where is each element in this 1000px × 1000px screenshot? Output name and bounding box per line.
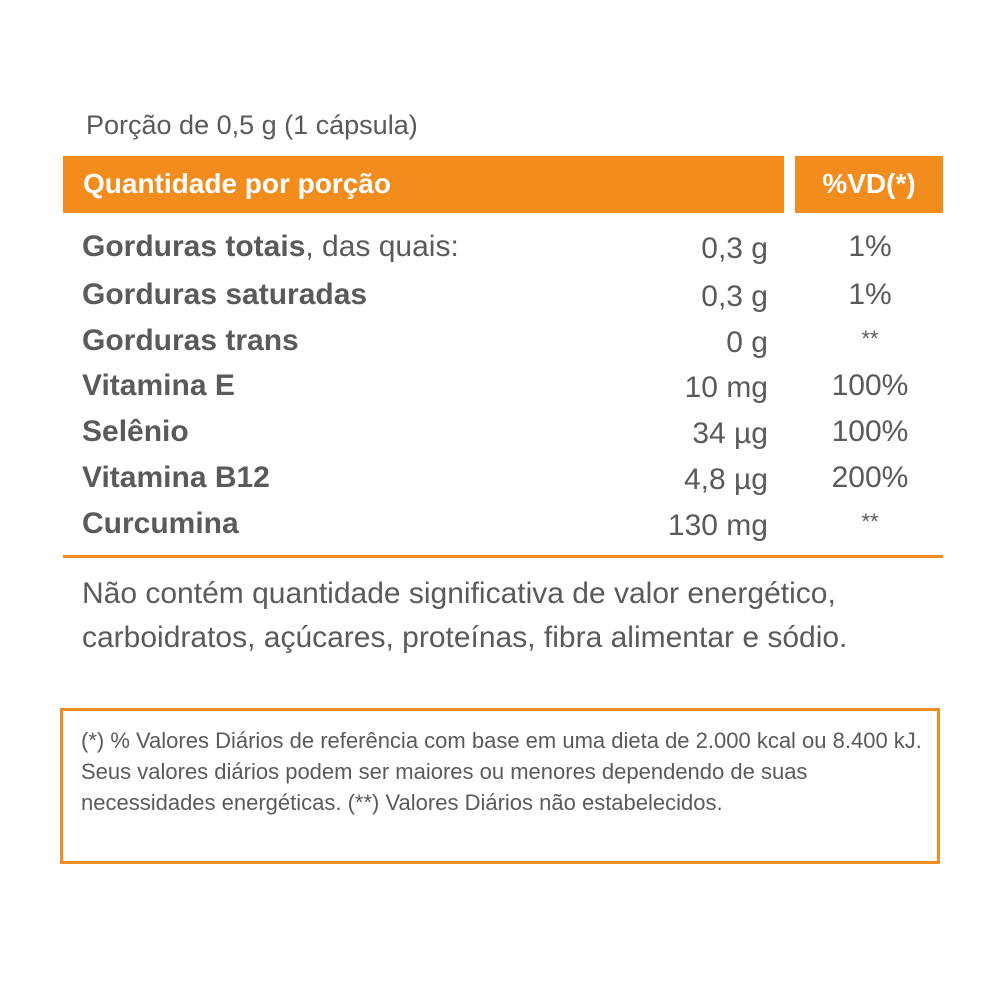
nutrient-quantity: 4,8 µg xyxy=(683,463,768,496)
quantity-header-label: Quantidade por porção xyxy=(83,168,392,199)
section-divider xyxy=(63,555,943,558)
nutrient-name: Vitamina E xyxy=(82,369,235,402)
footnote-box xyxy=(60,708,940,864)
nutrient-vd: ** xyxy=(861,326,879,351)
nutrient-name: Gorduras totais, das quais: xyxy=(82,230,459,263)
not-significant-note: Não contém quantidade significativa de valor energético, carboidratos, açúcares, proteínas, fibra alimentar e sódio. xyxy=(82,577,848,654)
serving-size: Porção de 0,5 g (1 cápsula) xyxy=(86,110,418,140)
nutrient-name: Selênio xyxy=(82,415,189,448)
nutrient-vd: ** xyxy=(861,509,879,534)
nutrient-quantity: 0,3 g xyxy=(701,232,768,265)
nutrient-name: Gorduras saturadas xyxy=(82,278,368,311)
nutrient-row xyxy=(0,415,1000,461)
nutrient-quantity: 0,3 g xyxy=(701,280,768,313)
vd-header-label: %VD(*) xyxy=(822,168,916,199)
nutrient-vd: 1% xyxy=(848,230,892,263)
nutrient-name: Gorduras trans xyxy=(82,324,299,357)
nutrient-quantity: 130 mg xyxy=(667,509,768,542)
nutrient-vd: 100% xyxy=(831,369,909,402)
nutrient-name: Vitamina B12 xyxy=(82,461,270,494)
quantity-header xyxy=(63,156,784,213)
nutrient-name: Curcumina xyxy=(82,507,239,540)
nutrient-vd: 200% xyxy=(831,461,909,494)
nutrient-row xyxy=(0,369,1000,415)
nutrient-row xyxy=(0,278,1000,324)
nutrient-vd: 100% xyxy=(831,415,909,448)
nutrient-quantity: 34 µg xyxy=(692,417,768,450)
nutrient-row xyxy=(0,507,1000,553)
nutrient-row xyxy=(0,230,1000,276)
nutrient-quantity: 0 g xyxy=(726,326,768,359)
nutrient-row xyxy=(0,324,1000,370)
footnote-text: (*) % Valores Diários de referência com base em uma dieta de 2.000 kcal ou 8.400 kJ. Seus valores diários podem ser maiores ou menores dependendo de suas necessidades energéticas. (**) Valores Diários não estabelecidos. xyxy=(81,728,922,815)
nutrient-row xyxy=(0,461,1000,507)
vd-header xyxy=(795,156,943,213)
nutrient-vd: 1% xyxy=(848,278,892,311)
nutrient-quantity: 10 mg xyxy=(684,371,768,404)
